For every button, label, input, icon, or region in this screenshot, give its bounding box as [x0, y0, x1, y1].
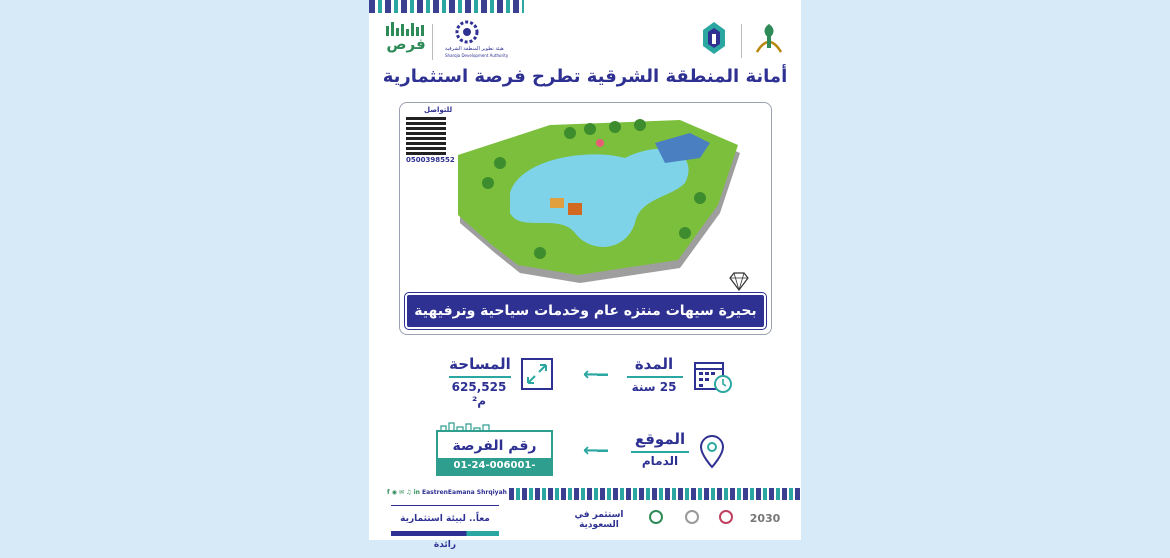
- forsa-logo: [383, 20, 429, 60]
- duration-title: المدة: [634, 355, 674, 373]
- logo-divider-right: [741, 24, 742, 58]
- area-title: المساحة: [449, 355, 511, 373]
- location-arrow-icon: ←--: [583, 440, 608, 461]
- qr-code[interactable]: [406, 115, 446, 155]
- logo-divider: [432, 24, 433, 60]
- expand-icon: [521, 358, 553, 390]
- location-value: الدمام: [641, 454, 679, 468]
- forsa-logo-text: فرص: [386, 35, 426, 53]
- slogan-underline: [391, 531, 499, 536]
- area-value: 625,525 م²: [451, 380, 507, 408]
- location-rule: [631, 451, 689, 453]
- social-handles-text: EastrenEamana Shrqiyah: [422, 489, 507, 496]
- amana-logo: [695, 20, 733, 58]
- sda-logo: [445, 20, 509, 62]
- sda-logo-text-en: Sharqia Development Authority: [445, 53, 509, 58]
- duration-value: 25 سنة: [631, 380, 677, 394]
- vision-2030-logo: 2030: [749, 512, 781, 525]
- skyline-decoration: [441, 422, 511, 432]
- opportunity-title: رقم الفرصة: [452, 438, 537, 454]
- social-icons: f ◉ ✉ ♫ in: [387, 489, 423, 496]
- opportunity-number-box: [436, 430, 553, 487]
- calendar-icon: [693, 358, 733, 394]
- sda-logo-text-ar: هيئة تطوير المنطقة الشرقية: [445, 46, 504, 52]
- location-title: الموقع: [634, 430, 686, 448]
- saudi-emblem-logo: [749, 20, 789, 58]
- qr-phone-number: 0500398552: [406, 156, 455, 164]
- slogan: معاً.. لبيئة استثمارية رائدة: [391, 505, 499, 533]
- partner-logo-2: [685, 510, 699, 524]
- top-decorative-pattern: [369, 0, 524, 13]
- invest-ksa-logo: استثمر في السعودية: [574, 510, 624, 530]
- poster: [369, 0, 801, 550]
- social-handles: [387, 489, 507, 496]
- duration-arrow-icon: ←--: [583, 364, 608, 385]
- partner-logo-1: [649, 510, 663, 524]
- area-rule: [449, 376, 511, 378]
- duration-rule: [627, 376, 683, 378]
- partner-logo-3: [719, 510, 733, 524]
- qr-contact-label: للتواصل: [424, 106, 453, 114]
- opportunity-number: 01-24-006001-20001: [438, 458, 551, 474]
- location-pin-icon: [699, 434, 725, 470]
- page-title: أمانة المنطقة الشرقية تطرح فرصة استثمارية: [382, 66, 788, 87]
- project-banner: بحيرة سيهات منتزه عام وخدمات سياحية وترفيهية متعددة: [405, 293, 766, 329]
- bottom-decorative-pattern: [509, 488, 801, 500]
